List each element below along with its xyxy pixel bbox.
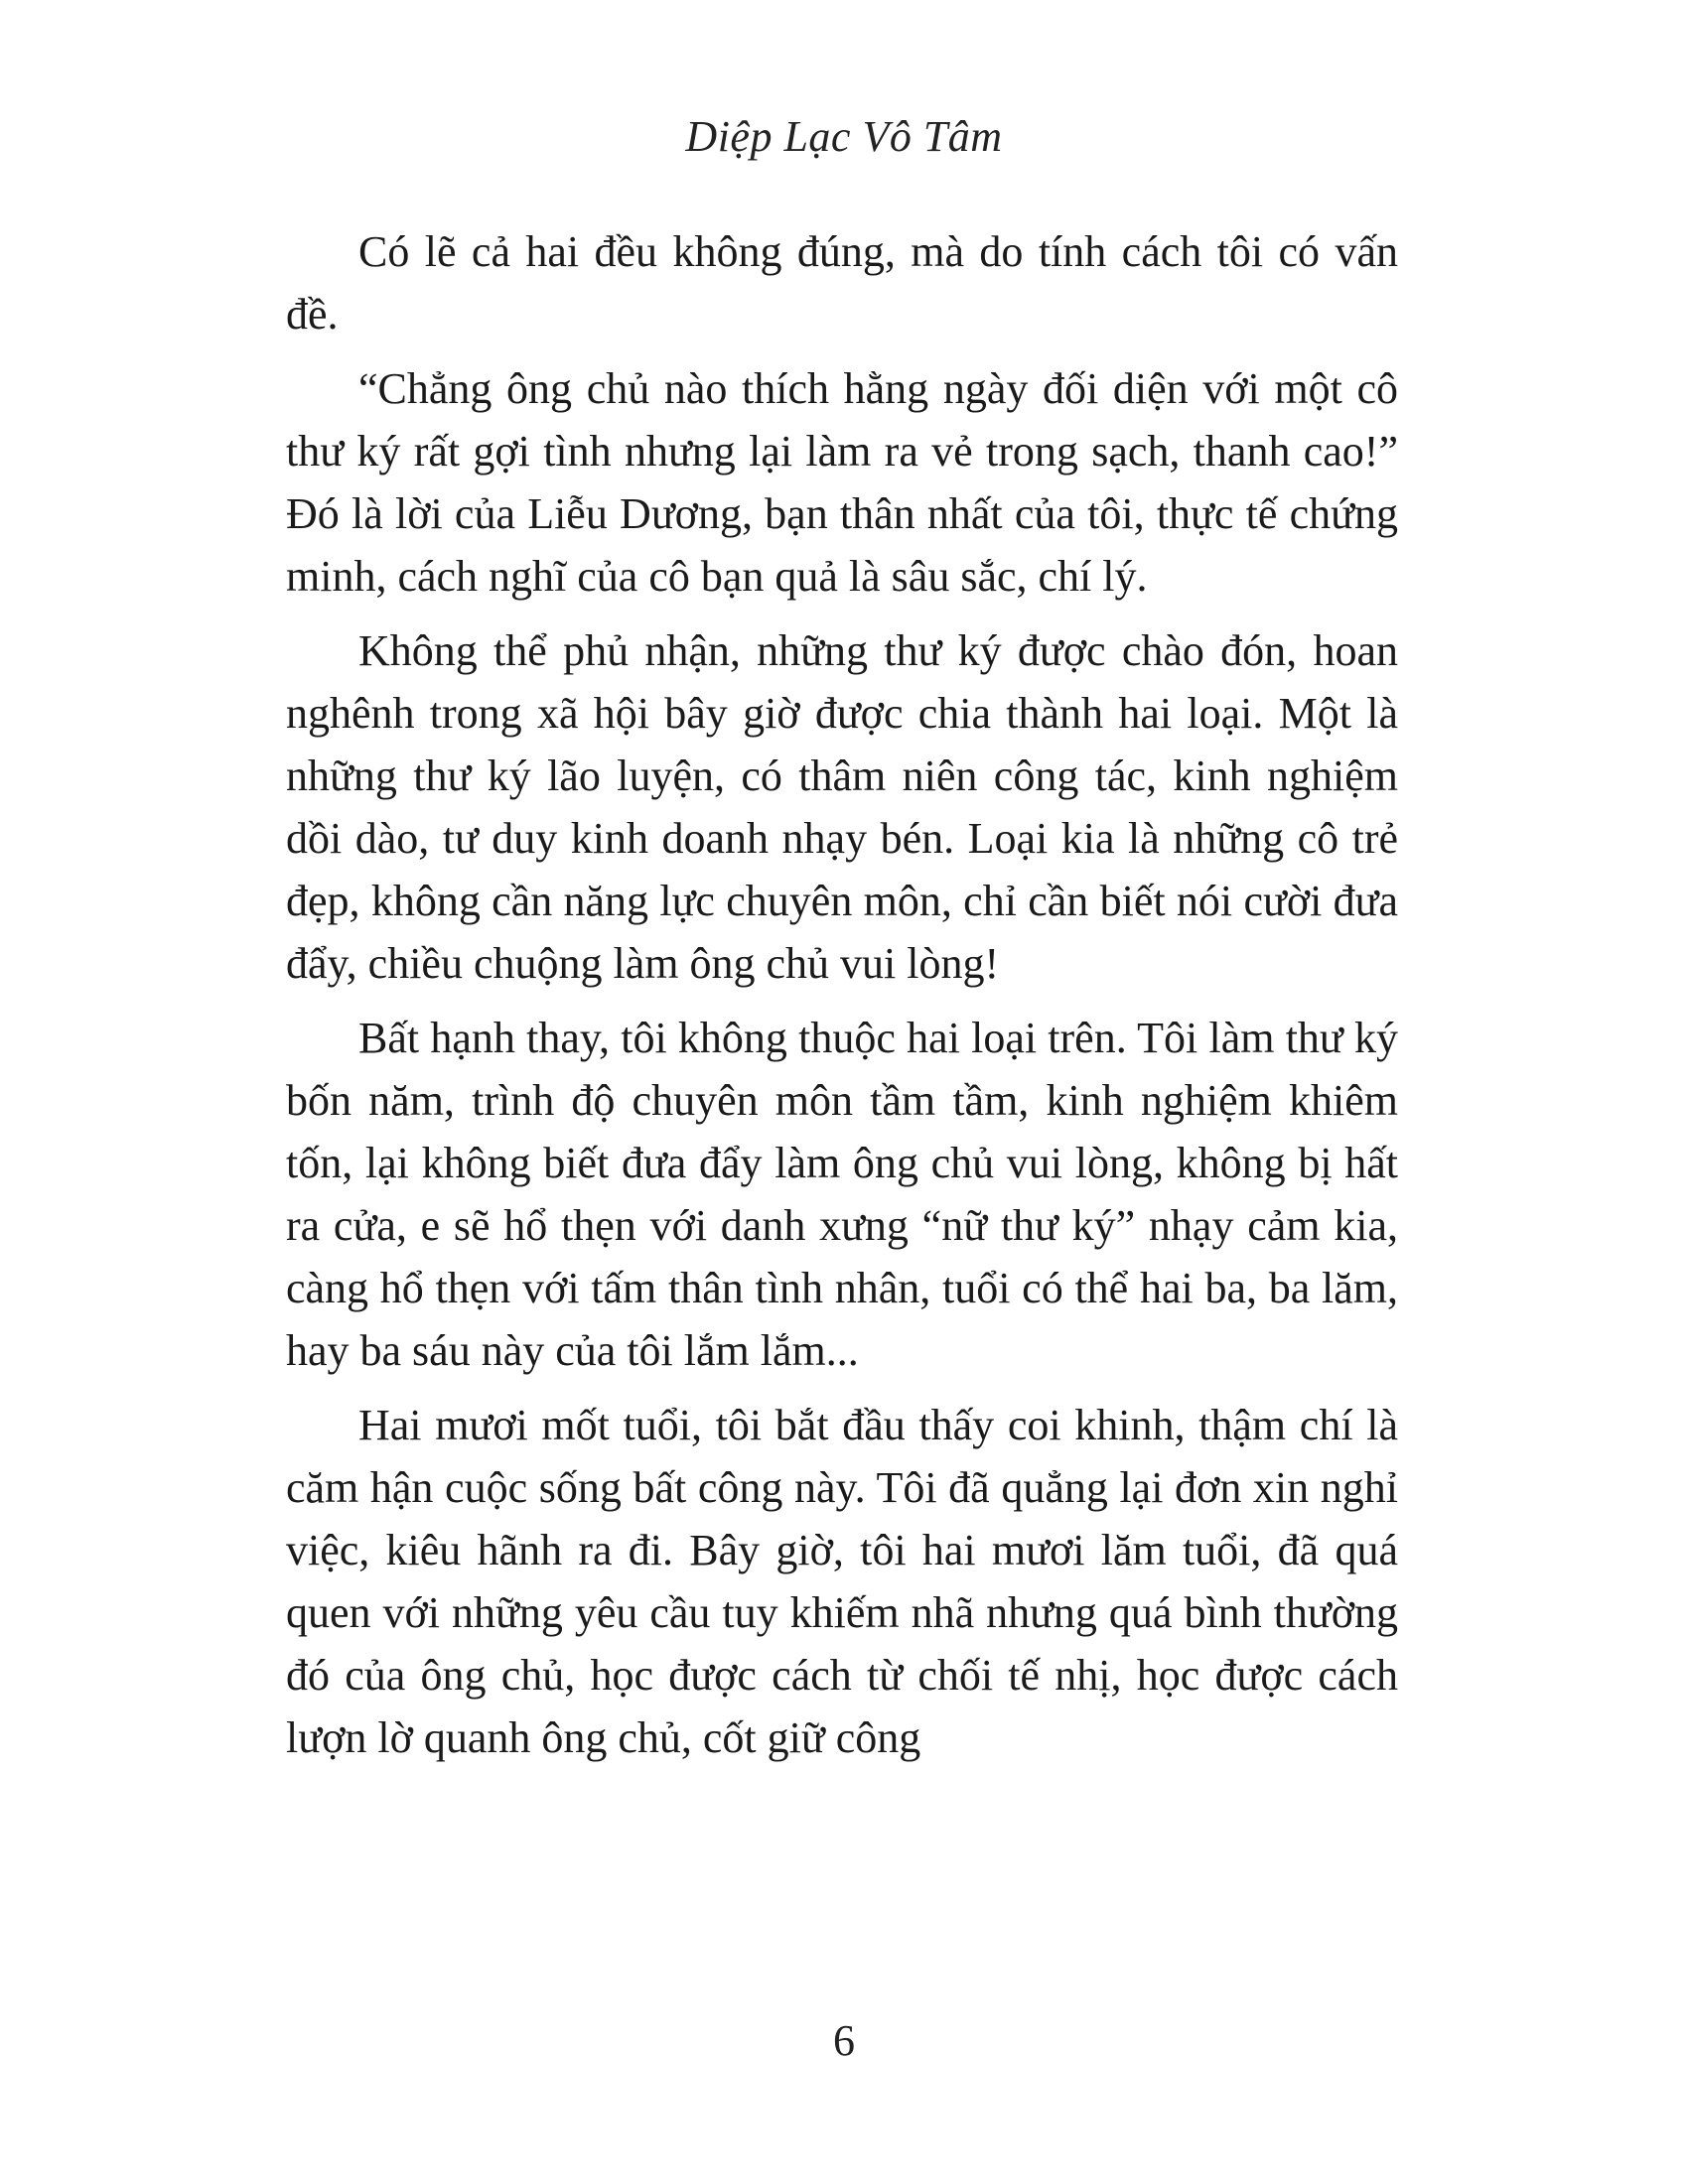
- paragraph-3: Không thể phủ nhận, những thư ký được chào đón, hoan nghênh trong xã hội bây giờ được chia thành hai loại. Một là những thư ký lão luyện, có thâm niên công tác, kinh nghiệm dồi dào, tư duy kinh doanh nhạy bén. Loại kia là những cô trẻ đẹp, không cần năng lực chuyên môn, chỉ cần biết nói cười đưa đẩy, chiều chuộng làm ông chủ vui lòng!: [286, 626, 1398, 988]
- paragraph-1: Có lẽ cả hai đều không đúng, mà do tính cách tôi có vấn đề.: [286, 227, 1398, 339]
- paragraph-4: Bất hạnh thay, tôi không thuộc hai loại trên. Tôi làm thư ký bốn năm, trình độ chuyên môn tầm tầm, kinh nghiệm khiêm tốn, lại không biết đưa đẩy làm ông chủ vui lòng, không bị hất ra cửa, e sẽ hổ thẹn với danh xưng “nữ thư ký” nhạy cảm kia, càng hổ thẹn với tấm thân tình nhân, tuổi có thể hai ba, ba lăm, hay ba sáu này của tôi lắm lắm...: [286, 1014, 1398, 1375]
- running-header-title: Diệp Lạc Vô Tâm: [685, 112, 1003, 161]
- paragraph-5: Hai mươi mốt tuổi, tôi bắt đầu thấy coi khinh, thậm chí là căm hận cuộc sống bất công này. Tôi đã quẳng lại đơn xin nghỉ việc, kiêu hãnh ra đi. Bây giờ, tôi hai mươi lăm tuổi, đã quá quen với những yêu cầu tuy khiếm nhã nhưng quá bình thường đó của ông chủ, học được cách từ chối tế nhị, học được cách lượn lờ quanh ông chủ, cốt giữ công: [286, 1401, 1398, 1762]
- paragraph-2: “Chẳng ông chủ nào thích hằng ngày đối diện với một cô thư ký rất gợi tình nhưng lại làm ra vẻ trong sạch, thanh cao!” Đó là lời của Liễu Dương, bạn thân nhất của tôi, thực tế chứng minh, cách nghĩ của cô bạn quả là sâu sắc, chí lý.: [286, 364, 1398, 601]
- body-text: [286, 220, 1398, 1781]
- page-number: 6: [833, 2016, 855, 2065]
